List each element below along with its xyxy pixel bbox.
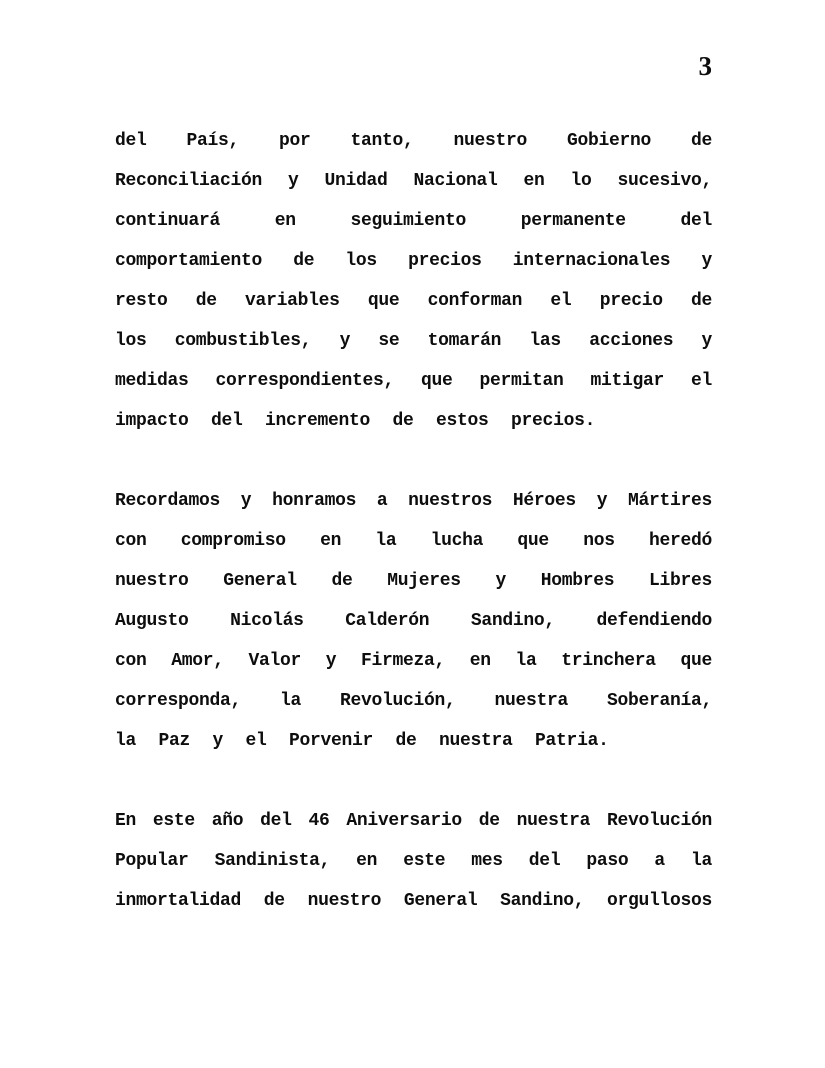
text-line: impacto del incremento de estos precios.	[115, 411, 596, 431]
text-line: con compromiso en la lucha que nos heredó	[115, 531, 712, 551]
text-line: Recordamos y honramos a nuestros Héroes y Mártires	[115, 491, 712, 511]
paragraph-heroes-martires	[115, 481, 712, 761]
text-line: comportamiento de los precios internacionales y	[115, 251, 712, 271]
text-line: con Amor, Valor y Firmeza, en la trinchera que	[115, 651, 712, 671]
body-text	[115, 121, 712, 921]
text-line: nuestro General de Mujeres y Hombres Libres	[115, 571, 712, 591]
paragraph-aniversario	[115, 801, 712, 921]
text-line: inmortalidad de nuestro General Sandino, orgullosos	[115, 891, 712, 911]
page-number: 3	[698, 51, 712, 81]
text-line: En este año del 46 Aniversario de nuestra Revolución	[115, 811, 712, 831]
text-line: la Paz y el Porvenir de nuestra Patria.	[115, 731, 609, 751]
text-line: los combustibles, y se tomarán las acciones y	[115, 331, 712, 351]
text-line: del País, por tanto, nuestro Gobierno de	[115, 131, 712, 151]
text-line: resto de variables que conforman el precio de	[115, 291, 712, 311]
text-line: Popular Sandinista, en este mes del paso a la	[115, 851, 712, 871]
paragraph-fuel-prices	[115, 121, 712, 441]
text-line: continuará en seguimiento permanente del	[115, 211, 712, 231]
text-line: medidas correspondientes, que permitan mitigar el	[115, 371, 712, 391]
text-line: Reconciliación y Unidad Nacional en lo sucesivo,	[115, 171, 712, 191]
text-line: Augusto Nicolás Calderón Sandino, defendiendo	[115, 611, 712, 631]
text-line: corresponda, la Revolución, nuestra Soberanía,	[115, 691, 712, 711]
